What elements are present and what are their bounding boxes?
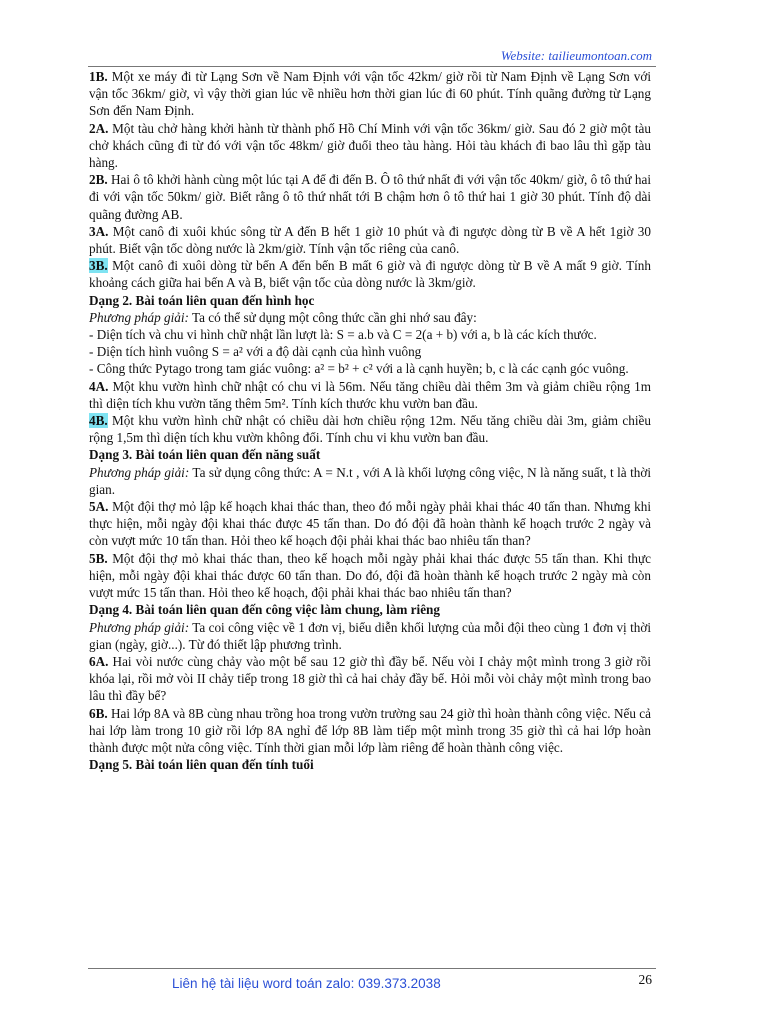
problem-item <box>89 653 651 705</box>
problem-number: 6B. <box>89 705 108 721</box>
method-label: Phương pháp giải: <box>89 464 190 480</box>
page-header <box>0 44 768 66</box>
problem-item <box>89 498 651 550</box>
problem-item <box>89 257 651 291</box>
website-link[interactable]: Website: tailieumontoan.com <box>500 48 652 63</box>
problem-text: Một khu vườn hình chữ nhật có chu vi là 56m. Nếu tăng chiều dài thêm 3m và giảm chiều rộng 1m thì diện tích khu vườn tăng thêm 5m². Tính kích thước khu vườn ban đầu. <box>89 378 651 411</box>
math-formula: a² = b² + c² <box>314 361 373 377</box>
formula-line <box>89 326 651 343</box>
problem-number: 2A. <box>89 120 109 136</box>
problem-text: Một canô đi xuôi dòng từ bến A đến bến B mất 6 giờ và đi ngược dòng từ B về A mất 9 giờ. Tính khoảng cách giữa hai bến A và B, biết vận tốc của dòng nước là 3km/giờ. <box>89 258 651 291</box>
method-text: Ta có thể sử dụng một công thức cần ghi nhớ sau đây: <box>188 309 477 325</box>
method-note <box>89 619 651 653</box>
problem-item <box>89 705 651 757</box>
problem-number: 1B. <box>89 69 108 84</box>
method-note <box>89 464 651 498</box>
problem-text: Hai vòi nước cùng chảy vào một bể sau 12 giờ thì đầy bể. Nếu vòi I chảy một mình trong 3 giờ rồi khóa lại, rồi mở vòi II chảy tiếp trong 18 giờ thì cả hai chảy đầy bể. Hỏi mỗi vòi chảy một mình trong bao lâu thì đầy bể? <box>89 653 651 704</box>
problem-item <box>89 223 651 257</box>
problem-item <box>89 68 651 120</box>
page-number: 26 <box>638 972 652 987</box>
formula-text: với a độ dài cạnh của hình vuông <box>242 344 422 360</box>
formula-line <box>89 343 651 360</box>
problem-text: Hai lớp 8A và 8B cùng nhau trồng hoa trong vườn trường sau 24 giờ thì hoàn thành công việc. Nếu cả hai lớp làm trong 10 giờ rồi lớp 8A nghỉ để lớp 8B làm tiếp một mình trong 35 giờ thì cả hai lớp hoàn thành được một nửa công việc. Tính thời gian mỗi lớp làm riêng để hoàn thành công việc. <box>89 705 651 755</box>
problem-text: Một canô đi xuôi khúc sông từ A đến B hết 1 giờ 10 phút và đi ngược dòng từ B về A hết 1giờ 30 phút. Biết vận tốc dòng nước là 2km/giờ. Tính vận tốc riêng của canô. <box>89 223 651 257</box>
section-heading: Dạng 2. Bài toán liên quan đến hình học <box>89 292 315 308</box>
problem-number: 5A. <box>89 499 109 515</box>
problem-number: 5B. <box>89 550 108 566</box>
section-heading: Dạng 4. Bài toán liên quan đến công việc làm chung, làm riêng <box>89 602 440 618</box>
math-formula: S = a.b và C = 2(a + b) <box>336 327 458 343</box>
formula-text: - Diện tích và chu vi hình chữ nhật lần lượt là: <box>89 327 337 343</box>
problem-number: 3B. <box>89 258 108 274</box>
problem-text: Một đội thợ mỏ lập kế hoạch khai thác than, theo đó mỗi ngày phải khai thác 40 tấn than. Nhưng khi thực hiện, mỗi ngày đội khai thác được 45 tấn than. Do đó đội đã hoàn thành kế hoạch trước 2 ngày và còn vượt mức 10 tấn than. Hỏi theo kế hoạch đội phải khai thác bao nhiêu tấn than? <box>89 499 651 549</box>
page-footer <box>88 968 656 994</box>
formula-text: - Công thức Pytago trong tam giác vuông: <box>89 361 315 377</box>
method-note <box>89 309 651 326</box>
problem-text: Hai ô tô khởi hành cùng một lúc tại A để đi đến B. Ô tô thứ nhất đi với vận tốc 40km/ giờ, ô tô thứ hai đi với vận tốc 50km/ giờ. Biết rằng ô tô thứ nhất tới B chậm hơn ô tô thứ hai 1 giờ 30 phút. Tính độ dài quãng đường AB. <box>89 172 651 222</box>
formula-text: - Diện tích hình vuông <box>89 344 212 360</box>
document-body <box>89 68 651 773</box>
method-text: Ta sử dụng công thức: A = N.t , với A là khối lượng công việc, N là năng suất, t là thời gian. <box>89 464 651 497</box>
formula-line <box>89 360 651 377</box>
footer-divider <box>88 968 656 969</box>
formula-text: với a là cạnh huyền; b, c là các cạnh góc vuông. <box>372 361 629 377</box>
problem-number: 2B. <box>89 172 108 188</box>
formula-text: với a, b là các kích thước. <box>457 327 597 343</box>
method-label: Phương pháp giải: <box>89 309 189 325</box>
header-divider <box>88 66 656 67</box>
problem-item <box>89 120 651 172</box>
method-text: Ta coi công việc về 1 đơn vị, biểu diễn khối lượng của mỗi đội theo cùng 1 đơn vị thời gian (ngày, giờ...). Từ đó thiết lập phương trình. <box>89 619 651 652</box>
method-label: Phương pháp giải: <box>89 619 190 635</box>
problem-item <box>89 550 651 602</box>
math-formula: S = a² <box>211 344 243 360</box>
problem-number: 4B. <box>89 413 108 429</box>
problem-text: Một khu vườn hình chữ nhật có chiều dài hơn chiều rộng 12m. Nếu tăng chiều dài 3m, giảm chiều rộng 1,5m thì diện tích khu vườn không đổi. Tính chu vi khu vườn ban đầu. <box>89 413 651 446</box>
problem-number: 4A. <box>89 378 109 394</box>
problem-text: Một xe máy đi từ Lạng Sơn về Nam Định với vận tốc 42km/ giờ rồi từ Nam Định về Lạng Sơn với vận tốc 36km/ giờ, vì vậy thời gian lúc về nhiều hơn thời gian lúc đi 60 phút. Tính quãng đường từ Lạng Sơn đến Nam Định. <box>89 69 651 119</box>
footer-contact: Liên hệ tài liệu word toán zalo: 039.373.2038 <box>172 976 441 991</box>
problem-text: Một tàu chở hàng khởi hành từ thành phố Hồ Chí Minh với vận tốc 36km/ giờ. Sau đó 2 giờ một tàu chở khách cũng đi từ đó với vận tốc 48km/ giờ đuổi theo tàu hàng. Hỏi tàu khách đi bao lâu thì gặp tàu hàng. <box>89 120 651 171</box>
problem-item <box>89 171 651 223</box>
problem-item <box>89 412 651 446</box>
problem-item <box>89 378 651 412</box>
section-heading: Dạng 5. Bài toán liên quan đến tính tuổi <box>89 757 314 773</box>
section-heading: Dạng 3. Bài toán liên quan đến năng suất <box>89 447 321 463</box>
problem-number: 6A. <box>89 653 109 669</box>
problem-number: 3A. <box>89 223 109 239</box>
problem-text: Một đội thợ mỏ khai thác than, theo kế hoạch mỗi ngày phải khai thác được 55 tấn than. Khi thực hiện, mỗi ngày đội khai thác được 60 tấn than. Do đó, đội đã hoàn thành kế hoạch trước 2 ngày mà còn vượt mức 15 tấn than. Hỏi theo kế hoạch, đội phải khai thác bao nhiêu tấn than? <box>89 550 651 601</box>
